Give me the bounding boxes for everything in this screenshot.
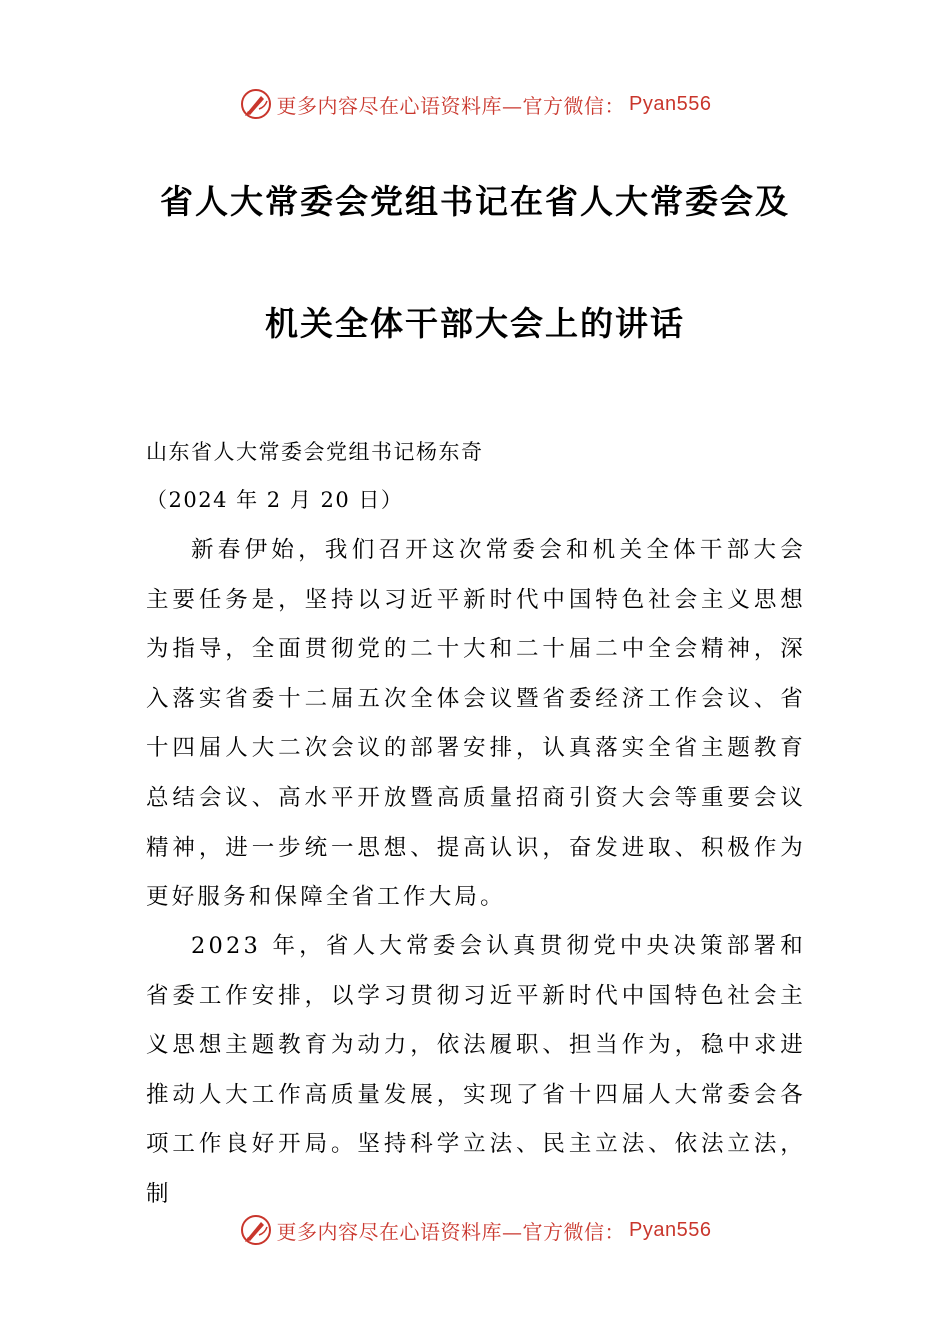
body-paragraph-1: 新春伊始，我们召开这次常委会和机关全体干部大会主要任务是，坚持以习近平新时代中国特色社会主义思想为指导，全面贯彻党的二十大和二十届二中全会精神，深入落实省委十二届五次全体会议暨省委经济工作会议、省十四届人大二次会议的部署安排，认真落实全省主题教育总结会议、高水平开放暨高质量招商引资大会等重要会议精神，进一步统一思想、提高认识，奋发进取、积极作为更好服务和保障全省工作大局。 <box>146 537 806 911</box>
watermark-text: 更多内容尽在心语资料库—官方微信： <box>276 1219 626 1244</box>
watermark-text: 更多内容尽在心语资料库—官方微信： <box>276 93 626 118</box>
document-title-line-1: 省人大常委会党组书记在省人大常委会及 <box>160 182 790 221</box>
document-date: （2024 年 2 月 20 日） <box>146 488 404 512</box>
watermark-banner-bottom <box>0 1210 950 1250</box>
watermark-wechat-id: Pyan556 <box>629 92 712 115</box>
pen-logo-icon <box>239 1213 273 1247</box>
body-paragraph-2: 2023 年，省人大常委会认真贯彻党中央决策部署和省委工作安排，以学习贯彻习近平新时代中国特色社会主义思想主题教育为动力，依法履职、担当作为，稳中求进推动人大工作高质量发展，实现了省十四届人大常委会各项工作良好开局。坚持科学立法、民主立法、依法立法，制 <box>146 933 806 1207</box>
watermark-wechat-id: Pyan556 <box>629 1218 712 1241</box>
document-title-line-2: 机关全体干部大会上的讲话 <box>265 304 685 343</box>
pen-logo-icon <box>239 87 273 121</box>
document-author: 山东省人大常委会党组书记杨东奇 <box>146 440 484 464</box>
watermark-banner-top <box>0 84 950 124</box>
